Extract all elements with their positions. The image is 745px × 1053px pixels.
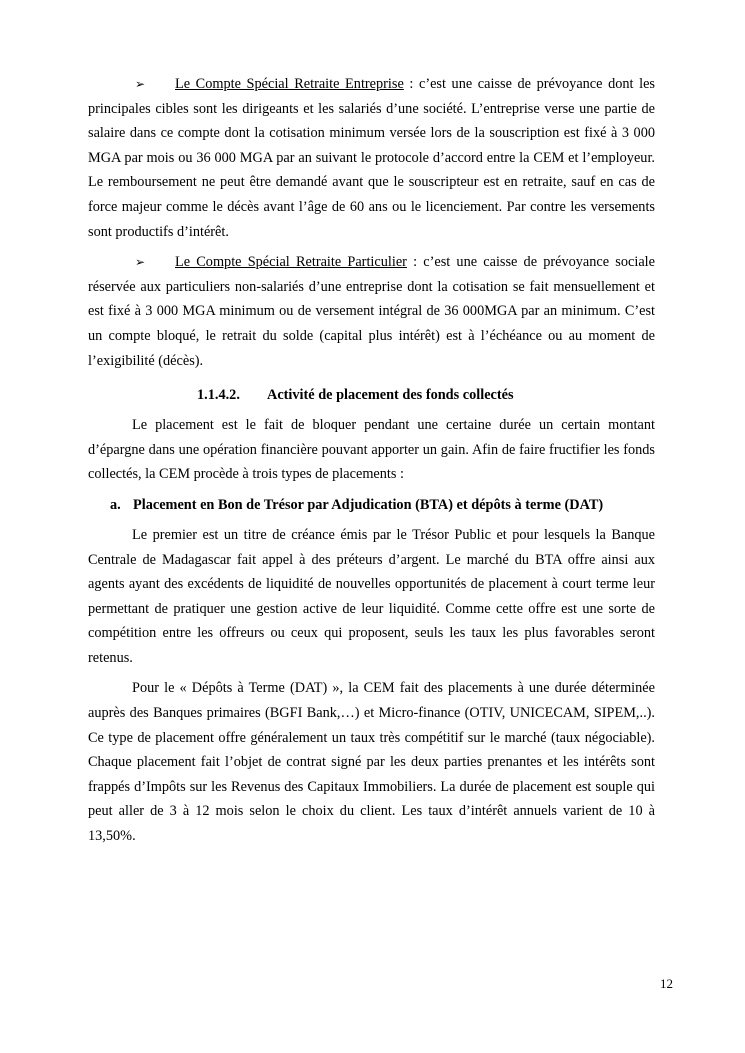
arrow-bullet-icon: ➢: [135, 77, 146, 91]
bullet-compte-retraite-entreprise: [88, 72, 655, 244]
section-number: 1.1.4.2.: [197, 387, 240, 404]
bullet-title: Le Compte Spécial Retraite Entreprise: [175, 76, 404, 92]
bullet-text: : c’est une caisse de prévoyance dont les principales cibles sont les dirigeants et les salariés d’une société. L’entreprise verse une partie de salaire dans ce compte dont la cotisation minimum versée lors de la souscription est fixé à 3 000 MGA par mois ou 36 000 MGA par an suivant le protocole d’accord entre la CEM et l’employeur. Le remboursement ne peut être demandé avant que le souscripteur est en retraite, sauf en cas de force majeur comme le décès avant l’âge de 60 ans ou le licenciement. Par contre les versements sont productifs d’intérêt.: [88, 76, 655, 240]
section-heading: [88, 383, 655, 407]
subsection-heading: [88, 493, 655, 517]
subsection-letter: a.: [110, 496, 121, 513]
document-page: [88, 72, 655, 849]
paragraph-bta: Le premier est un titre de créance émis par le Trésor Public et pour lesquels la Banque Centrale de Madagascar fait appel à des préteurs d’argent. Le marché du BTA offre ainsi aux agents ayant des excédents de liquidité de nouvelles opportunités de placement à court terme leur permettant de pratiquer une gestion active de leur liquidité. Comme cette offre est une sorte de compétition entre les offreurs ou ceux qui proposent, seuls les taux les plus favorables seront retenus.: [88, 526, 655, 666]
subsection-title: Placement en Bon de Trésor par Adjudication (BTA) et dépôts à terme (DAT): [133, 496, 604, 513]
bullet-text: : c’est une caisse de prévoyance sociale réservée aux particuliers non-salariés d’une entreprise dont la cotisation se fait mensuellement et est fixé à 3 000 MGA minimum ou de versement intégral de 36 000MGA par an minimum. C’est un compte bloqué, le retrait du solde (capital plus intérêt) est à l’échéance ou au moment de l’exigibilité (décès).: [88, 254, 655, 369]
page-number: 12: [660, 976, 673, 991]
paragraph-dat: Pour le « Dépôts à Terme (DAT) », la CEM fait des placements à une durée déterminée auprès des Banques primaires (BGFI Bank,…) et Micro-finance (OTIV, UNICECAM, SIPEM,..). Ce type de placement offre généralement un taux très compétitif sur le marché (taux négociable). Chaque placement fait l’objet de contrat signé par les deux parties prenantes et les intérêts sont frappés d’Impôts sur les Revenus des Capitaux Immobiliers. La durée de placement est souple qui peut aller de 3 à 12 mois selon le choix du client. Les taux d’intérêt annuels varient de 10 à 13,50%.: [88, 680, 655, 845]
bullet-title: Le Compte Spécial Retraite Particulier: [175, 254, 407, 271]
section-title: Activité de placement des fonds collectés: [267, 387, 514, 404]
bullet-compte-retraite-particulier: [88, 250, 655, 373]
intro-paragraph: Le placement est le fait de bloquer pendant une certaine durée un certain montant d’épargne dans une opération financière pouvant apporter un gain. Afin de faire fructifier les fonds collectés, la CEM procède à trois types de placements :: [88, 417, 655, 483]
arrow-bullet-icon: ➢: [135, 255, 146, 270]
